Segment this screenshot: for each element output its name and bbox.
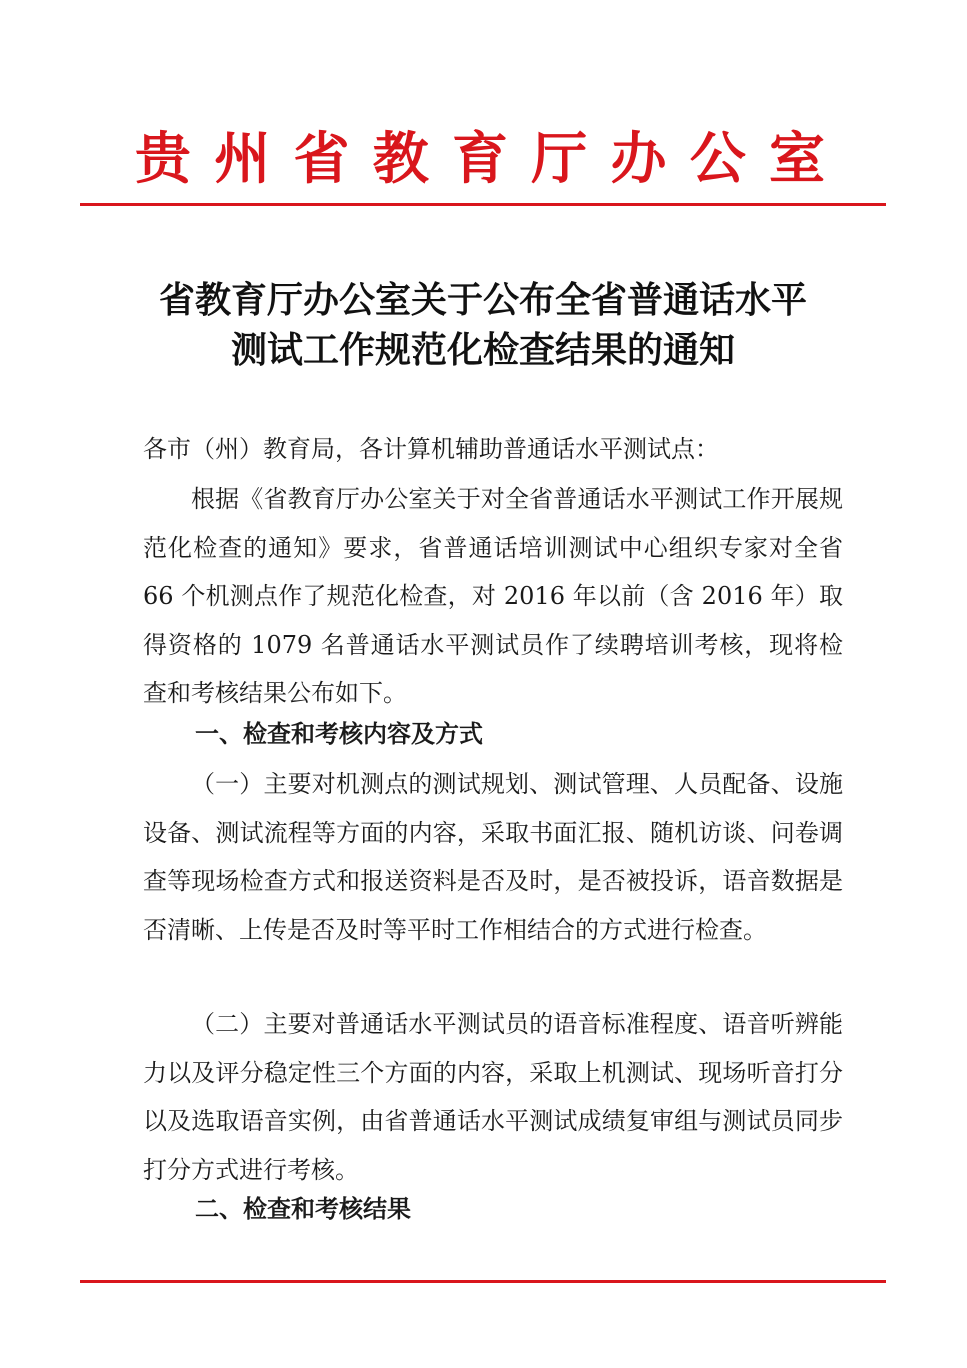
section-heading-1: 一、检查和考核内容及方式 [195,720,483,748]
letterhead-char: 办 [610,126,667,192]
letterhead-char: 省 [293,126,350,192]
document-title-line1: 省教育厅办公室关于公布全省普通话水平 [158,279,807,321]
letterhead-title [135,120,825,190]
letterhead-divider [80,203,886,206]
paragraph-intro: 根据《省教育厅办公室关于对全省普通话水平测试工作开展规范化检查的通知》要求，省普通话培训测试中心组织专家对全省 66 个机测点作了规范化检查，对 2016 年以前（含 2016 年）取得资格的 1079 名普通话水平测试员作了续聘培训考核，现将检查和考核结果公布如下。 [143,485,843,707]
letterhead-char: 室 [769,126,825,192]
salutation: 各市（州）教育局，各计算机辅助普通话水平测试点： [143,435,719,463]
paragraph-assessment-content: （二）主要对普通话水平测试员的语音标准程度、语音听辨能力以及评分稳定性三个方面的内容，采取上机测试、现场听音打分以及选取语音实例，由省普通话水平测试成绩复审组与测试员同步打分方式进行考核。 [143,1010,843,1184]
footer-divider [80,1280,886,1283]
letterhead-char: 公 [689,126,746,192]
letterhead-char: 州 [214,126,271,192]
letterhead-char: 厅 [531,126,588,192]
document-title-line2: 测试工作规范化检查结果的通知 [230,329,735,371]
letterhead-char: 育 [452,126,508,192]
section-heading-2: 二、检查和考核结果 [195,1195,411,1223]
paragraph-check-content: （一）主要对机测点的测试规划、测试管理、人员配备、设施设备、测试流程等方面的内容，采取书面汇报、随机访谈、问卷调查等现场检查方式和报送资料是否及时，是否被投诉，语音数据是否清晰、上传是否及时等平时工作相结合的方式进行检查。 [143,770,843,944]
document-title [80,275,886,375]
letterhead-char: 贵 [135,126,191,192]
letterhead-char: 教 [372,126,429,192]
